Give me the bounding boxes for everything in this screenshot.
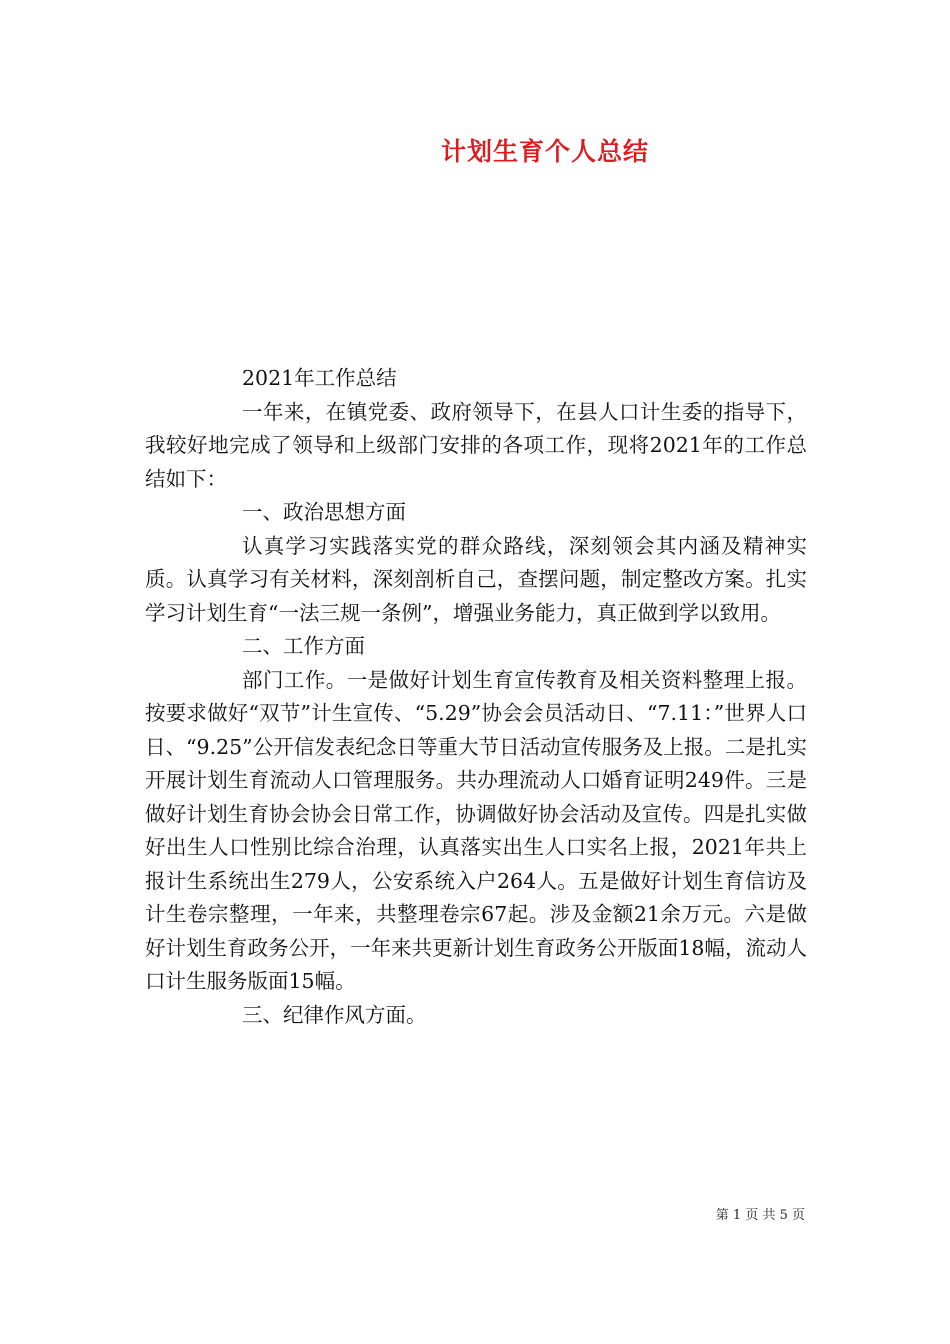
section-heading-work: 二、工作方面	[242, 634, 365, 658]
paragraph-work: 部门工作。一是做好计划生育宣传教育及相关资料整理上报。按要求做好“双节”计生宣传、“5.29”协会会员活动日、“7.11：”世界人口日、“9.25”公开信发表纪念日等重大节日活动宣传服务及上报。二是扎实开展计划生育流动人口管理服务。共办理流动人口婚育证明249件。三是做好计划生育协会协会日常工作，协调做好协会活动及宣传。四是扎实做好出生人口性别比综合治理，认真落实出生人口实名上报，2021年共上报计生系统出生279人，公安系统入户264人。五是做好计划生育信访及计生卷宗整理，一年来，共整理卷宗67起。涉及金额21余万元。六是做好计划生育政务公开，一年来共更新计划生育政务公开版面18幅，流动人口计生服务版面15幅。	[145, 667, 807, 993]
section-heading-discipline: 三、纪律作风方面。	[242, 1002, 427, 1027]
page-number: 第 1 页 共 5 页	[715, 1208, 805, 1223]
document-body	[145, 362, 807, 1032]
paragraph-political: 认真学习实践落实党的群众路线，深刻领会其内涵及精神实质。认真学习有关材料，深刻剖析自己，查摆问题，制定整改方案。扎实学习计划生育“一法三规一条例”，增强业务能力，真正做到学以致用。	[145, 533, 807, 625]
paragraph-heading-year-summary: 2021年工作总结	[242, 366, 397, 390]
section-heading-political: 一、政治思想方面	[242, 500, 406, 524]
paragraph-intro: 一年来，在镇党委、政府领导下，在县人口计生委的指导下，我较好地完成了领导和上级部门安排的各项工作，现将2021年的工作总结如下：	[145, 399, 807, 491]
document-title: 计划生育个人总结	[440, 137, 649, 166]
